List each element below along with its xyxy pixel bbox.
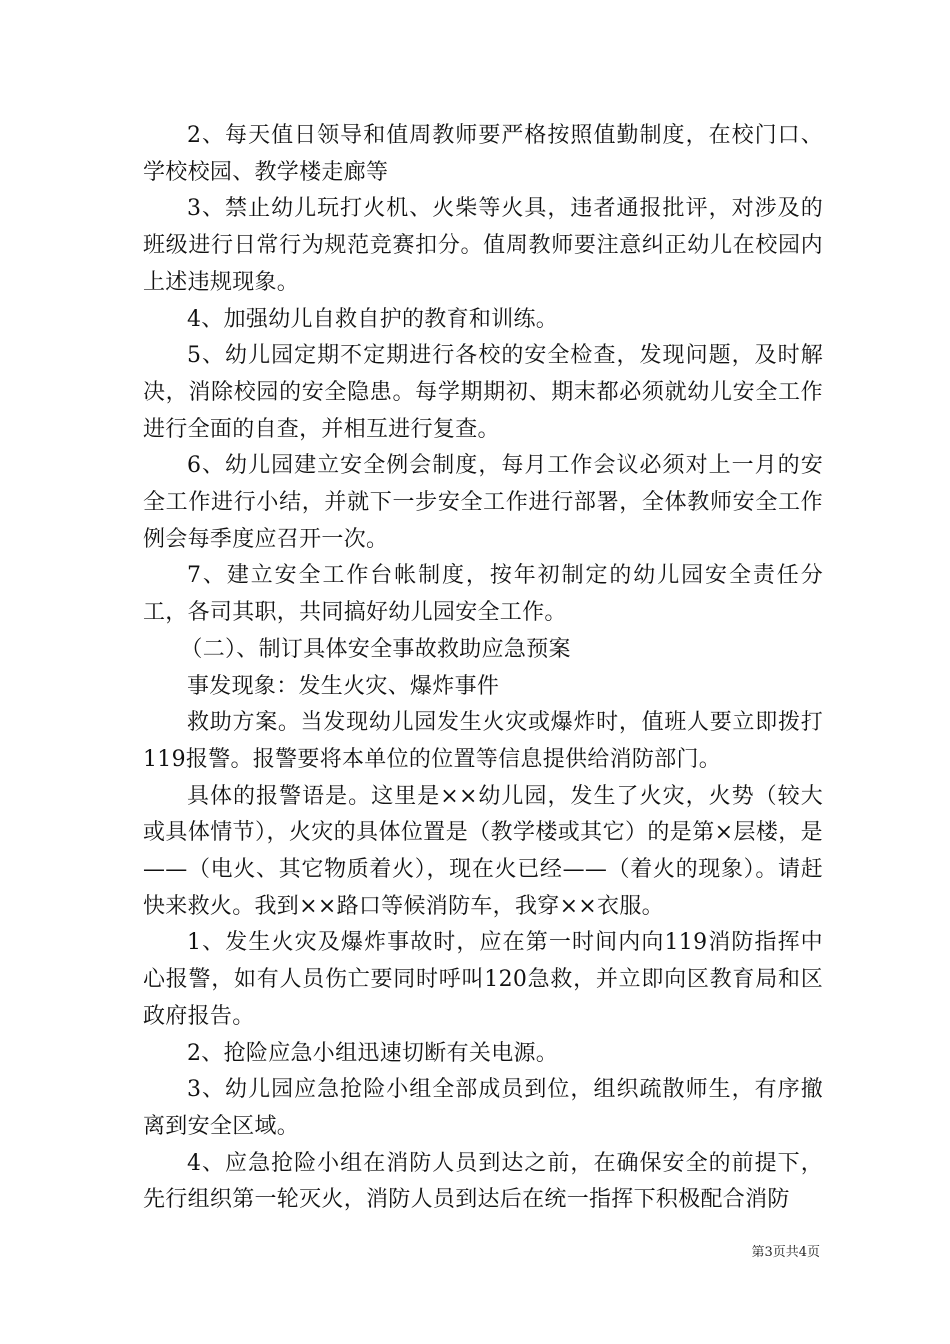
paragraph-safety-inspection: 5、幼儿园定期不定期进行各校的安全检查，发现问题，及时解决，消除校园的安全隐患。每学期期初、期末都必须就幼儿安全工作进行全面的自查，并相互进行复查。 <box>143 343 823 442</box>
paragraph-fire-tools-ban: 3、禁止幼儿玩打火机、火柴等火具，违者通报批评，对涉及的班级进行日常行为规范竞赛扣分。值周教师要注意纠正幼儿在校园内上述违规现象。 <box>143 196 823 295</box>
paragraph-step-4-firefighting: 4、应急抢险小组在消防人员到达之前，在确保安全的前提下，先行组织第一轮灭火，消防人员到达后在统一指挥下积极配合消防 <box>143 1150 823 1213</box>
document-body <box>143 118 823 1219</box>
paragraph-step-2-power: 2、抢险应急小组迅速切断有关电源。 <box>187 1040 559 1066</box>
paragraph-duty-leaders: 2、每天值日领导和值周教师要严格按照值勤制度，在校门口、学校校园、教学楼走廊等 <box>143 123 823 185</box>
paragraph-safety-ledger: 7、建立安全工作台帐制度，按年初制定的幼儿园安全责任分工，各司其职，共同搞好幼儿园安全工作。 <box>143 563 823 626</box>
paragraph-rescue-plan: 救助方案。当发现幼儿园发生火灾或爆炸时，值班人要立即拨打119报警。报警要将本单位的位置等信息提供给消防部门。 <box>143 710 823 772</box>
paragraph-self-rescue-training: 4、加强幼儿自救自护的教育和训练。 <box>187 306 559 332</box>
paragraph-step-3-evacuate: 3、幼儿园应急抢险小组全部成员到位，组织疏散师生，有序撤离到安全区域。 <box>143 1077 823 1139</box>
paragraph-incident-type: 事发现象：发生火灾、爆炸事件 <box>187 673 500 699</box>
page-number-footer: 第3页共4页 <box>751 1245 820 1260</box>
paragraph-alarm-script: 具体的报警语是。这里是××幼儿园，发生了火灾，火势（较大或具体情节），火灾的具体位置是（教学楼或其它）的是第×层楼，是——（电火、其它物质着火），现在火已经——（着火的现象）。请赶快来救火。我到××路口等候消防车，我穿××衣服。 <box>143 783 823 919</box>
paragraph-step-1-report: 1、发生火灾及爆炸事故时，应在第一时间内向119消防指挥中心报警，如有人员伤亡要同时呼叫120急救，并立即向区教育局和区政府报告。 <box>143 930 823 1029</box>
section-heading-emergency-plan: （二）、制订具体安全事故救助应急预案 <box>180 636 571 662</box>
paragraph-safety-meeting: 6、幼儿园建立安全例会制度，每月工作会议必须对上一月的安全工作进行小结，并就下一步安全工作进行部署，全体教师安全工作例会每季度应召开一次。 <box>143 453 823 552</box>
